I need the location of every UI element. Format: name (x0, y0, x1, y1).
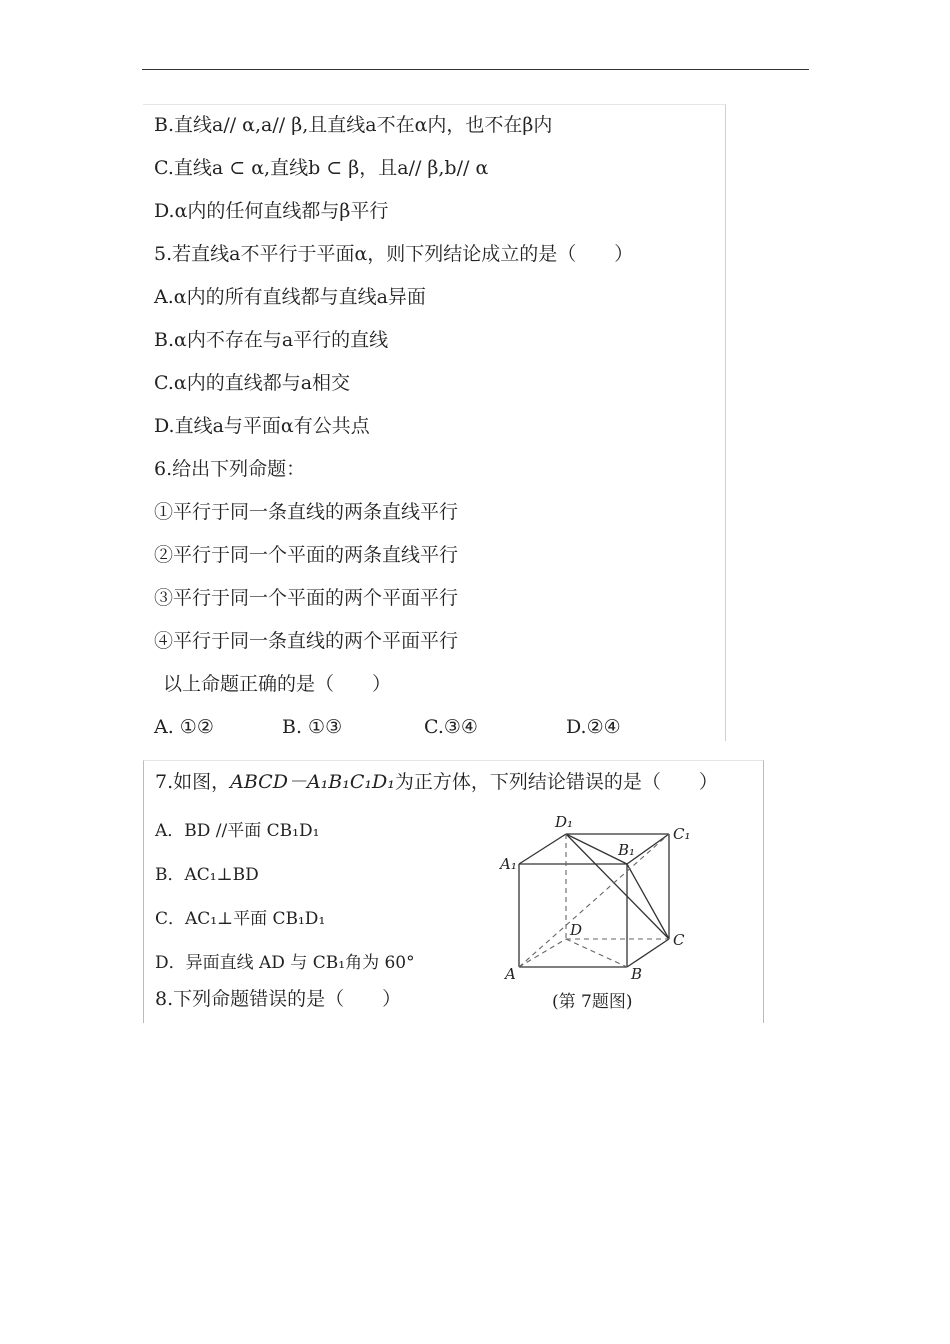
figure-caption: (第 7题图) (552, 992, 633, 1012)
q7-stem-math: ABCD－A₁B₁C₁D₁ (230, 771, 395, 793)
diag-ac1-hidden (519, 834, 669, 967)
q7-option-b: B．AC₁⊥BD (155, 865, 259, 885)
q5-option-a: A.α内的所有直线都与直线a异面 (154, 286, 426, 308)
label-c1: C₁ (673, 825, 691, 843)
q6-prop-1: ①平行于同一条直线的两条直线平行 (154, 501, 459, 523)
q6-prop-4: ④平行于同一条直线的两个平面平行 (154, 630, 459, 652)
label-d: D (570, 921, 583, 939)
question-panel-bottom (143, 760, 764, 1023)
q6-stem: 6.给出下列命题： (154, 458, 306, 480)
q5-option-d: D.直线a与平面α有公共点 (154, 415, 370, 437)
q4-option-d: D.α内的任何直线都与β平行 (154, 200, 389, 222)
q6-choice-c: C.③④ (424, 716, 478, 738)
q4-option-b: B.直线a// α,a// β,且直线a不在α内，也不在β内 (154, 114, 553, 136)
q6-choice-d: D.②④ (566, 716, 621, 738)
label-b: B (631, 965, 643, 983)
q4-option-c: C.直线a ⊂ α,直线b ⊂ β，且a// β,b// α (154, 157, 489, 179)
edge-a1d1 (519, 834, 566, 864)
diag-bd-hidden (566, 939, 627, 967)
q5-option-c: C.α内的直线都与a相交 (154, 372, 351, 394)
q7-option-a: A．BD //平面 CB₁D₁ (155, 821, 320, 841)
label-c: C (673, 931, 685, 949)
q5-stem: 5.若直线a不平行于平面α，则下列结论成立的是（ ） (154, 243, 634, 265)
q6-choice-b: B. ①③ (282, 716, 343, 738)
q6-choices (154, 715, 621, 739)
cube-figure (499, 809, 709, 984)
q5-option-b: B.α内不存在与a平行的直线 (154, 329, 389, 351)
q7-stem-prefix: 7.如图， (155, 771, 231, 793)
label-a: A (505, 965, 516, 983)
q8-stem (155, 987, 401, 1011)
label-d1: D₁ (555, 813, 574, 831)
edge-bc (627, 939, 669, 967)
q7-option-c: C．AC₁⊥平面 CB₁D₁ (155, 909, 326, 929)
q7-stem-end: 的是（ ） (603, 771, 718, 793)
q7-stem-mid: 为正方体，下列结论 (394, 771, 566, 793)
q6-ask: 以上命题正确的是（ ） (163, 673, 392, 695)
header-rule (142, 69, 809, 70)
label-a1: A₁ (500, 855, 517, 873)
q6-prop-2: ②平行于同一个平面的两条直线平行 (154, 544, 459, 566)
question-panel-top (143, 104, 726, 741)
q7-stem (155, 770, 718, 794)
edge-b1c (627, 864, 669, 939)
q8-stem-end: 的是（ ） (287, 988, 402, 1010)
q6-choice-a: A. ①② (154, 716, 214, 738)
q6-prop-3: ③平行于同一个平面的两个平面平行 (154, 587, 459, 609)
q7-option-d: D．异面直线 AD 与 CB₁角为 60° (155, 953, 415, 973)
q7-stem-emph: 错误 (565, 771, 604, 793)
label-b1: B₁ (618, 841, 636, 859)
edge-ad-hidden (519, 939, 566, 967)
q8-stem-prefix: 8.下列命题 (155, 988, 250, 1010)
q8-stem-emph: 错误 (249, 988, 288, 1010)
